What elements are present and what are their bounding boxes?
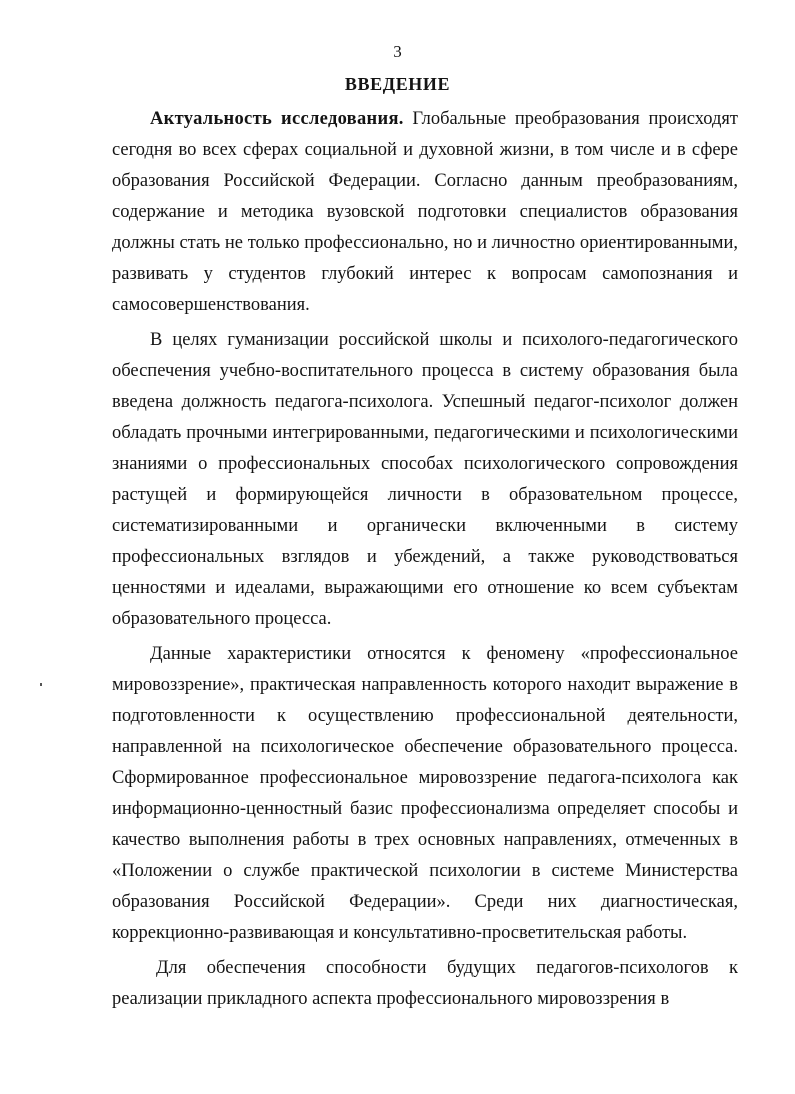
paragraph-humanization: В целях гуманизации российской школы и психолого-педагогического обеспечения учебно-воспитательного процесса в систему образования была введена должность педагога-психолога. Успешный педагог-психолог должен обладать прочными интегрированными, педагогическими и психологическими знаниями о профессиональных способах психологического сопровождения растущей и формирующейся личности в образовательном процессе, систематизированными и органически включенными в систему профессиональных взглядов и убеждений, а также руководствоваться ценностями и идеалами, выражающими его отношение ко всем субъектам образовательного процесса. <box>112 330 738 629</box>
paragraph-ability: Для обеспечения способности будущих педагогов-психологов к реализации прикладного аспекта профессионального мировоззрения в <box>112 958 738 1009</box>
section-heading: ВВЕДЕНИЕ <box>344 74 451 94</box>
page-number: 3 <box>393 42 402 61</box>
paragraph-lead: Актуальность исследования. <box>150 109 404 129</box>
body-text <box>112 104 738 1019</box>
paragraph-relevance <box>112 104 738 321</box>
margin-mark <box>40 683 42 686</box>
paragraph-characteristics: Данные характеристики относятся к феномену «профессиональное мировоззрение», практическая направленность которого находит выражение в подготовленности к осуществлению профессиональной деятельности, направленной на психологическое обеспечение образовательного процесса. Сформированное профессиональное мировоззрение педагога-психолога как информационно-ценностный базис профессионализма определяет способы и качество выполнения работы в трех основных направлениях, отмеченных в «Положении о службе практической психологии в системе Министерства образования Российской Федерации». Среди них диагностическая, коррекционно-развивающая и консультативно-просветительская работы. <box>112 644 738 943</box>
paragraph-text: Глобальные преобразования происходят сегодня во всех сферах социальной и духовной жизни, в том числе и в сфере образования Российской Федерации. Согласно данным преобразованиям, содержание и методика вузовской подготовки специалистов образования должны стать не только профессионально, но и личностно ориентированными, развивать у студентов глубокий интерес к вопросам самопознания и самосовершенствования. <box>112 109 738 315</box>
